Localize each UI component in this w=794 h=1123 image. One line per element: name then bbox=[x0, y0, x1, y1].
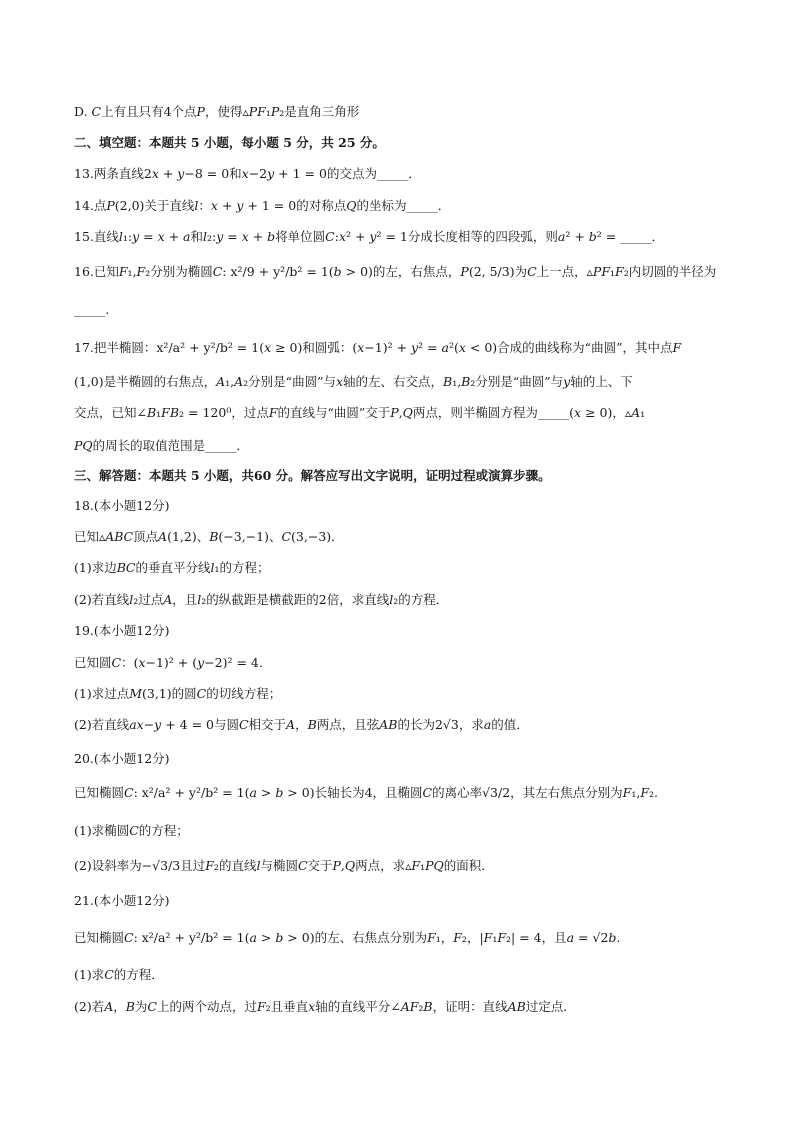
question-21-part-1: (1)求𝐶的方程． bbox=[74, 967, 164, 982]
question-19-part-1: (1)求过点𝑀(3,1)的圆𝐶的切线方程； bbox=[74, 686, 282, 701]
question-18-stem: 已知▵𝐴𝐵𝐶顶点𝐴(1,2)、𝐵(−3,−1)、𝐶(3,−3)． bbox=[74, 529, 344, 544]
question-21-stem: 已知椭圆𝐶: x²/a² + y²/b² = 1(𝑎 > 𝑏 > 0)的左、右焦点分别为𝐹₁，𝐹₂，|𝐹₁𝐹₂| = 4，且𝑎 = √2𝑏. bbox=[74, 930, 621, 945]
section-fill-blank-heading: 二、填空题：本题共 5 小题，每小题 5 分，共 25 分。 bbox=[74, 135, 385, 150]
question-20-part-1: (1)求椭圆𝐶的方程； bbox=[74, 823, 189, 838]
question-20-stem: 已知椭圆𝐶: x²/a² + y²/b² = 1(𝑎 > 𝑏 > 0)长轴长为4，且椭圆𝐶的离心率√3/2，其左右焦点分别为𝐹₁,𝐹₂. bbox=[74, 785, 658, 800]
question-18-title: 18.(本小题12分) bbox=[74, 498, 170, 513]
question-20-part-2: (2)设斜率为−√3/3且过𝐹₂的直线𝑙与椭圆𝐶交于𝑃,𝑄两点，求▵𝐹₁𝑃𝑄的面积． bbox=[74, 858, 494, 873]
question-17-line-1: 17.把半椭圆：x²/a² + y²/b² = 1(𝑥 ≥ 0)和圆弧：(𝑥−1)² + 𝑦² = 𝑎²(𝑥 < 0)合成的曲线称为“曲圆”，其中点𝐹 bbox=[74, 340, 682, 355]
question-19-part-2: (2)若直线𝑎𝑥−𝑦 + 4 = 0与圆𝐶相交于𝐴，𝐵两点，且弦𝐴𝐵的长为2√3，求𝑎的值． bbox=[74, 717, 529, 732]
section-answer-heading: 三、解答题：本题共 5 小题，共60 分。解答应写出文字说明，证明过程或演算步骤。 bbox=[74, 468, 551, 483]
question-19-stem: 已知圆𝐶：(𝑥−1)² + (𝑦−2)² = 4. bbox=[74, 655, 263, 670]
question-17-line-4: 𝑃𝑄的周长的取值范围是_____． bbox=[74, 438, 249, 453]
question-20-title: 20.(本小题12分) bbox=[74, 751, 170, 766]
option-d: D. 𝐶上有且只有4个点𝑃，使得▵𝑃𝐹₁𝑃₂是直角三角形 bbox=[74, 104, 360, 119]
question-17-line-3: 交点，已知∠𝐵₁𝐹𝐵₂ = 120⁰，过点𝐹的直线与“曲圆”交于𝑃,𝑄两点，则半椭圆方程为_____(𝑥 ≥ 0)，▵𝐴₁ bbox=[74, 405, 646, 420]
question-14: 14.点𝑃(2,0)关于直线𝑙：𝑥 + 𝑦 + 1 = 0的对称点𝑄的坐标为_____． bbox=[74, 198, 451, 213]
question-15: 15.直线𝑙₁:𝑦 = 𝑥 + 𝑎和𝑙₂:𝑦 = 𝑥 + 𝑏将单位圆𝐶:𝑥² + 𝑦² = 1分成长度相等的四段弧，则𝑎² + 𝑏² = _____． bbox=[74, 229, 664, 244]
question-21-part-2: (2)若𝐴，𝐵为𝐶上的两个动点，过𝐹₂且垂直𝑥轴的直线平分∠𝐴𝐹₂𝐵，证明：直线𝐴𝐵过定点． bbox=[74, 999, 576, 1014]
question-16: 16.已知𝐹₁,𝐹₂分别为椭圆𝐶: x²/9 + y²/b² = 1(𝑏 > 0)的左，右焦点，𝑃(2, 5/3)为𝐶上一点，▵𝑃𝐹₁𝐹₂内切圆的半径为 bbox=[74, 264, 717, 279]
question-18-part-2: (2)若直线𝑙₂过点𝐴，且𝑙₂的纵截距是横截距的2倍，求直线𝑙₂的方程． bbox=[74, 592, 449, 607]
question-13: 13.两条直线2𝑥 + 𝑦−8 = 0和𝑥−2𝑦 + 1 = 0的交点为_____． bbox=[74, 166, 421, 181]
question-18-part-1: (1)求边𝐵𝐶的垂直平分线𝑙₁的方程； bbox=[74, 560, 270, 575]
question-21-title: 21.(本小题12分) bbox=[74, 893, 170, 908]
question-17-line-2: (1,0)是半椭圆的右焦点，𝐴₁,𝐴₂分别是“曲圆”与𝑥轴的左、右交点，𝐵₁,𝐵₂分别是“曲圆”与𝑦轴的上、下 bbox=[74, 374, 633, 389]
question-16-blank: _____. bbox=[74, 302, 110, 317]
question-19-title: 19.(本小题12分) bbox=[74, 623, 170, 638]
